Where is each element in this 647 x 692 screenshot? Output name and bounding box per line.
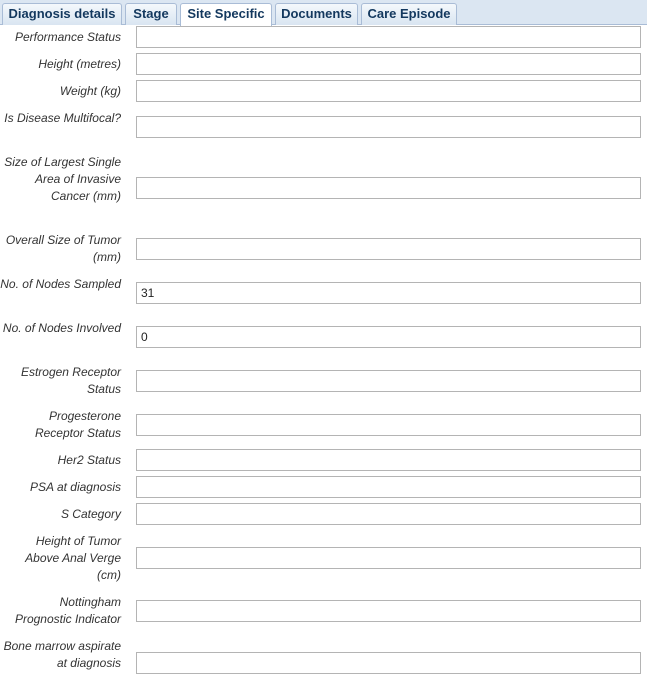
nodes-involved-field[interactable] (136, 326, 641, 348)
bone-marrow-field[interactable] (136, 652, 641, 674)
nodes-sampled-field[interactable] (136, 282, 641, 304)
s-category-label: S Category (60, 507, 121, 521)
tab-bar (0, 0, 647, 25)
tab-stage[interactable]: Stage (125, 3, 177, 25)
tumor-height-field[interactable] (136, 547, 641, 569)
tab-documents[interactable]: Documents (275, 3, 358, 25)
tab-site-specific[interactable]: Site Specific (180, 3, 272, 26)
nottingham-label: Nottingham Prognostic Indicator (14, 595, 121, 626)
largest-area-size-label: Size of Largest Single Area of Invasive Cancer (mm) (4, 155, 121, 203)
progesterone-receptor-field[interactable] (136, 414, 641, 436)
weight-field[interactable] (136, 80, 641, 102)
overall-tumor-size-label: Overall Size of Tumor (mm) (5, 233, 121, 264)
weight-label: Weight (kg) (59, 84, 121, 98)
her2-status-field[interactable] (136, 449, 641, 471)
psa-label: PSA at diagnosis (30, 480, 121, 494)
performance-status-label: Performance Status (14, 30, 121, 44)
s-category-field[interactable] (136, 503, 641, 525)
estrogen-receptor-label: Estrogen Receptor Status (20, 365, 121, 396)
estrogen-receptor-field[interactable] (136, 370, 641, 392)
performance-status-field[interactable] (136, 26, 641, 48)
multifocal-label: Is Disease Multifocal? (4, 111, 121, 125)
tab-care-episode[interactable]: Care Episode (361, 3, 457, 25)
her2-status-label: Her2 Status (57, 453, 121, 467)
progesterone-receptor-label: Progesterone Receptor Status (34, 409, 121, 440)
bone-marrow-label: Bone marrow aspirate at diagnosis (3, 639, 121, 670)
overall-tumor-size-field[interactable] (136, 238, 641, 260)
multifocal-field[interactable] (136, 116, 641, 138)
largest-area-size-field[interactable] (136, 177, 641, 199)
height-label: Height (metres) (38, 57, 121, 71)
psa-field[interactable] (136, 476, 641, 498)
tumor-height-label: Height of Tumor Above Anal Verge (cm) (25, 534, 121, 582)
tab-diagnosis-details[interactable]: Diagnosis details (2, 3, 122, 25)
nodes-involved-label: No. of Nodes Involved (2, 321, 121, 335)
height-field[interactable] (136, 53, 641, 75)
nodes-sampled-label: No. of Nodes Sampled (0, 277, 121, 291)
nottingham-field[interactable] (136, 600, 641, 622)
